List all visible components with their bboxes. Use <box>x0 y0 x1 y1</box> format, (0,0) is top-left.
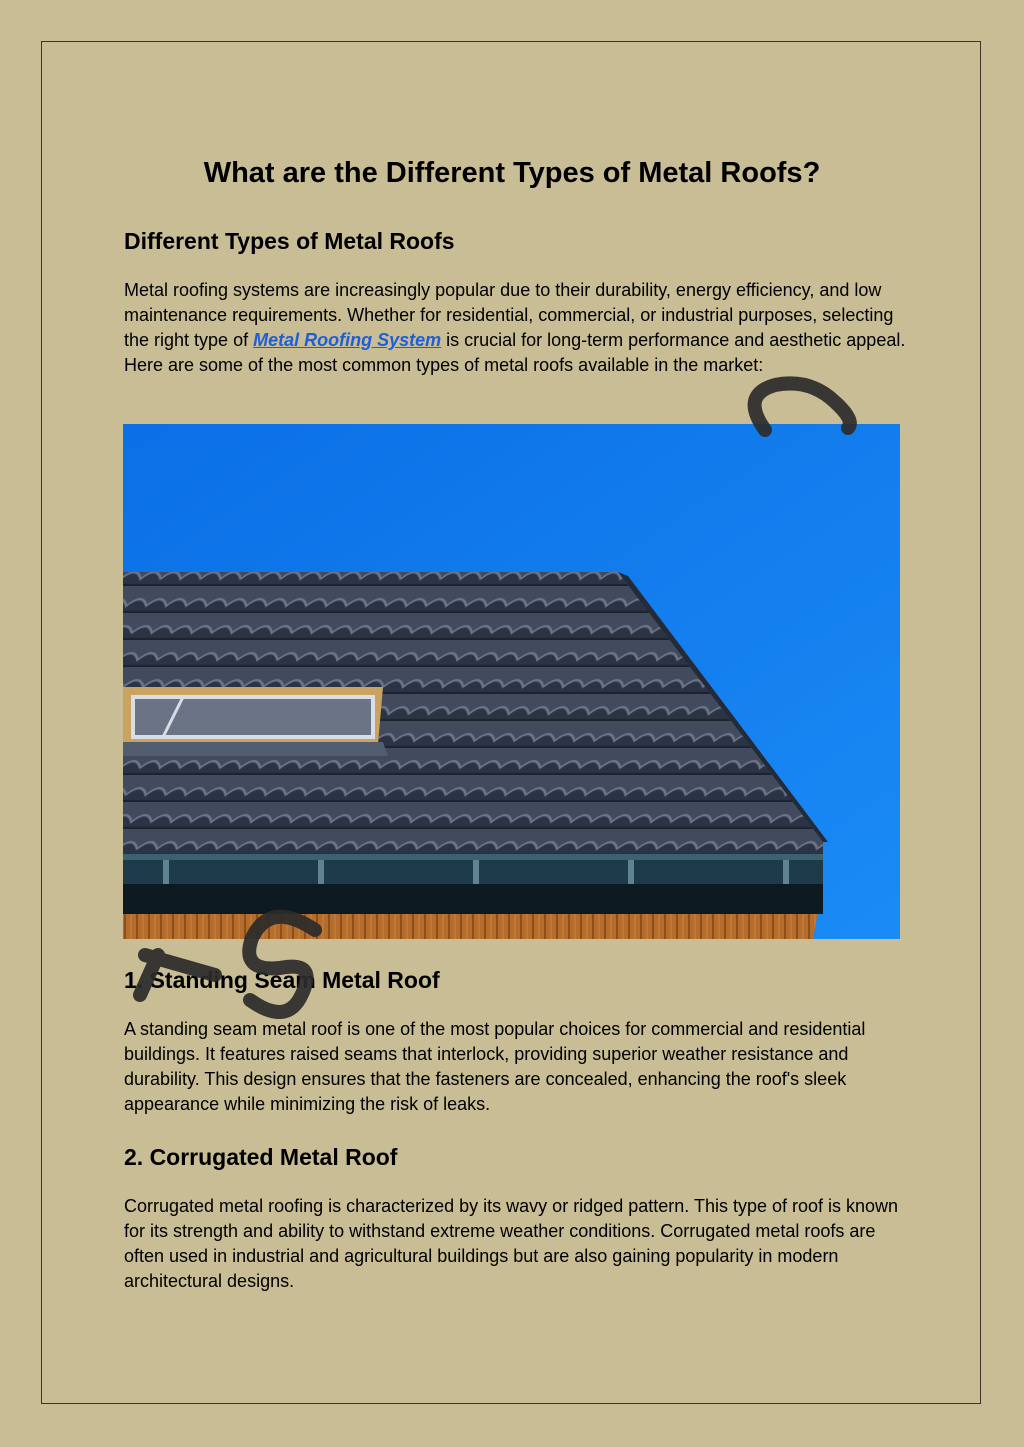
intro-paragraph <box>124 278 914 378</box>
standing-seam-paragraph: A standing seam metal roof is one of the most popular choices for commercial and residential buildings. It features raised seams that interlock, providing superior weather resistance and durability. This design ensures that the fasteners are concealed, enhancing the roof's sleek appearance while minimizing the risk of leaks. <box>124 1019 866 1114</box>
intro-text-part-1: Metal roofing systems are increasingly popular due to their durability, energy efficiency, and low maintenance requirements. Whether for residential, commercial, or industrial purposes, selecting the right type of <box>124 280 894 350</box>
metal-roofing-system-link[interactable]: Metal Roofing System <box>253 330 442 350</box>
section-heading-standing-seam: 1. Standing Seam Metal Roof <box>124 967 440 993</box>
section-heading-corrugated: 2. Corrugated Metal Roof <box>124 1144 398 1170</box>
metal-roof-photo <box>123 424 900 939</box>
intro-text-part-2: is crucial for long-term performance and aesthetic appeal. Here are some of the most common types of metal roofs available in the market: <box>124 330 906 375</box>
skylight-window <box>123 687 388 756</box>
page-title: What are the Different Types of Metal Roofs? <box>203 157 821 189</box>
corrugated-paragraph: Corrugated metal roofing is characterized by its wavy or ridged pattern. This type of roof is known for its strength and ability to withstand extreme weather conditions. Corrugated metal roofs are often used in industrial and agricultural buildings but are also gaining popularity in modern architectural designs. <box>124 1196 899 1291</box>
section-heading-intro: Different Types of Metal Roofs <box>124 228 455 254</box>
